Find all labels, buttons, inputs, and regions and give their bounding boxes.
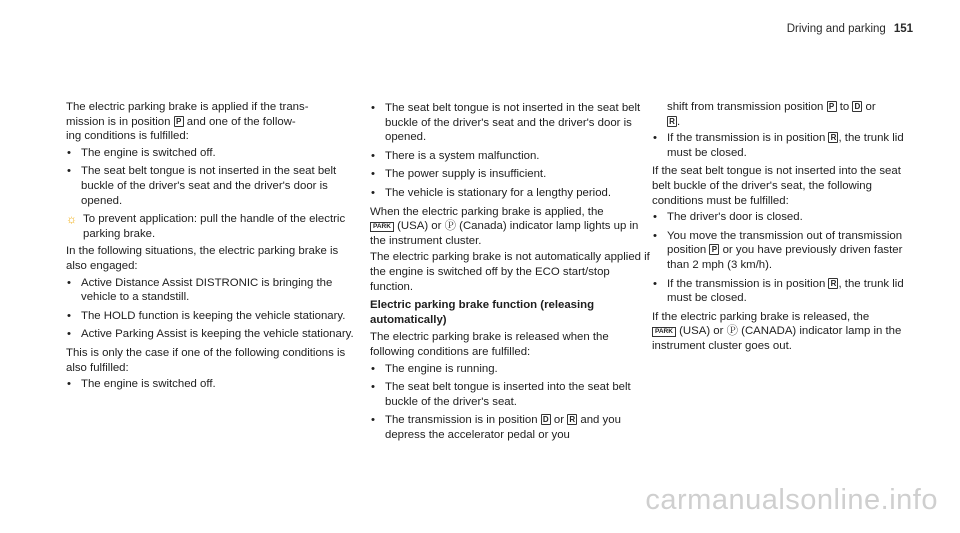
list-item: • The vehicle is stationary for a lengthy period. <box>370 186 652 201</box>
column-1 <box>66 100 356 396</box>
section-heading: Electric parking brake function (releasing automatically) <box>370 299 595 326</box>
paragraph: In the following situations, the electric parking brake is also engaged: <box>66 245 339 272</box>
page-number: 151 <box>893 23 913 35</box>
list-item: • The seat belt tongue is not inserted in the seat belt buckle of the driver's seat and the driver's door is opened. <box>66 164 356 208</box>
list-item: • Active Parking Assist is keeping the vehicle stationary. <box>66 327 356 342</box>
list-item: • The engine is running. <box>370 362 652 377</box>
watermark: carmanualsonline.info <box>645 484 938 516</box>
gear-d-icon: D <box>541 414 551 425</box>
list-item: • The transmission is in position D or R and you depress the accelerator pedal or you <box>370 413 652 442</box>
paragraph: The electric parking brake is applied if the trans- mission is in position P and one of the follow- ing conditions is fulfilled: <box>66 101 309 143</box>
paragraph: The electric parking brake is not automatically applied if the engine is switched off by the ECO start/stop function. <box>370 251 650 293</box>
park-lamp-icon: PARK <box>652 327 676 337</box>
column-2 <box>370 100 652 446</box>
list-item-continuation: shift from transmission position P to D or R . <box>667 101 876 128</box>
gear-p-icon: P <box>827 101 837 112</box>
gear-r-icon: R <box>567 414 577 425</box>
paragraph: The electric parking brake is released when the following conditions are fulfilled: <box>370 331 609 358</box>
page-header <box>787 23 913 35</box>
list-item: • The seat belt tongue is inserted into the seat belt buckle of the driver's seat. <box>370 380 652 409</box>
gear-d-icon: D <box>852 101 862 112</box>
parking-brake-icon: Ⓟ <box>726 325 738 338</box>
list-item: • If the transmission is in position R , the trunk lid must be closed. <box>652 277 917 306</box>
section-title: Driving and parking <box>786 23 886 35</box>
gear-r-icon: R <box>667 116 677 127</box>
info-bulb-icon: ☼ <box>66 212 77 227</box>
gear-p-icon: P <box>709 244 719 255</box>
list-item: • The power supply is insufficient. <box>370 167 652 182</box>
paragraph: When the electric parking brake is applied, the PARK (USA) or Ⓟ (Canada) indicator lamp lights up in the instrument cluster. <box>370 205 639 247</box>
list-item: • The engine is switched off. <box>66 377 356 392</box>
list-item: • Active Distance Assist DISTRONIC is bringing the vehicle to a standstill. <box>66 276 356 305</box>
paragraph: This is only the case if one of the following conditions is also fulfilled: <box>66 346 346 374</box>
paragraph: If the electric parking brake is released, the PARK (USA) or Ⓟ (CANADA) indicator lamp in the instrument cluster goes out. <box>652 310 902 352</box>
gear-p-icon: P <box>174 116 184 127</box>
list-item: • The engine is switched off. <box>66 146 356 161</box>
gear-r-icon: R <box>828 278 838 289</box>
park-lamp-icon: PARK <box>370 222 394 232</box>
list-item: • The HOLD function is keeping the vehicle stationary. <box>66 309 356 324</box>
gear-r-icon: R <box>828 132 838 143</box>
list-item: • If the transmission is in position R , the trunk lid must be closed. <box>652 131 917 160</box>
list-item: • There is a system malfunction. <box>370 149 652 164</box>
column-3 <box>652 100 917 356</box>
note: ☼ To prevent application: pull the handle of the electric parking brake. <box>66 212 346 240</box>
paragraph: If the seat belt tongue is not inserted into the seat belt buckle of the driver's seat, the following conditions must be fulfilled: <box>652 165 901 207</box>
list-item: • You move the transmission out of transmission position P or you have previously driven faster than 2 mph (3 km/h). <box>652 229 917 273</box>
list-item: • The seat belt tongue is not inserted in the seat belt buckle of the driver's seat and the driver's door is opened. <box>370 101 652 145</box>
parking-brake-icon: Ⓟ <box>444 220 456 233</box>
list-item: • The driver's door is closed. <box>652 210 917 225</box>
